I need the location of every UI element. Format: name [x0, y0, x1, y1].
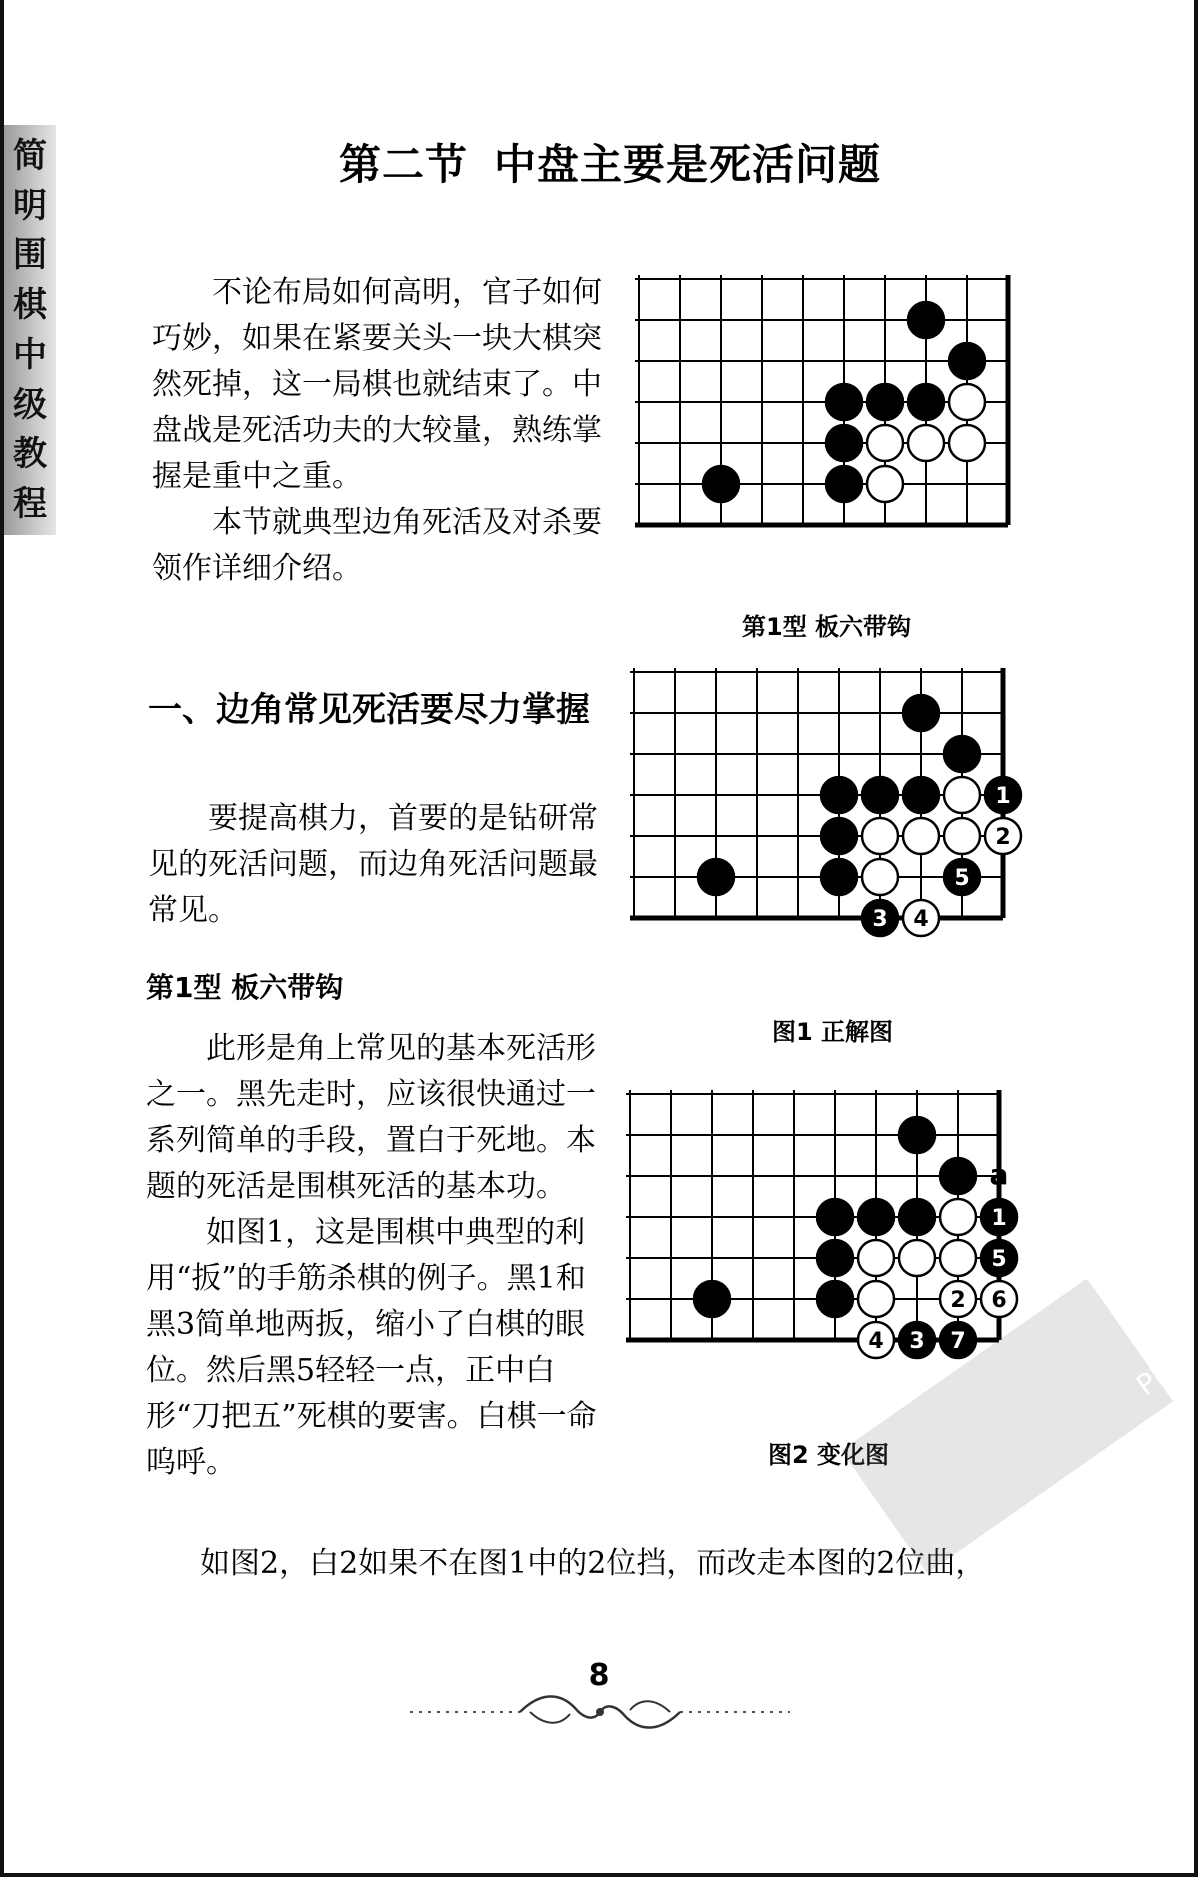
black-stone	[698, 859, 734, 895]
stone-move-number: 7	[950, 1329, 966, 1354]
black-stone	[826, 425, 862, 461]
stone-move-number: 5	[954, 866, 970, 891]
black-stone	[821, 859, 857, 895]
heading-paragraph: 要提高棋力，首要的是钻研常见的死活问题，而边角死活问题最常见。	[148, 801, 598, 928]
stone-move-number: 6	[991, 1288, 1007, 1313]
stone-move-number: 2	[995, 825, 1011, 850]
stone-move-number: 1	[991, 1206, 1007, 1231]
page-frame-right	[1194, 0, 1198, 1877]
white-stone	[908, 425, 944, 461]
section-number: 第二节	[338, 140, 468, 189]
section-title	[0, 132, 1198, 192]
black-stone	[940, 1158, 976, 1194]
spine-char: 级	[13, 384, 47, 425]
white-stone	[985, 818, 1021, 854]
board-caption-2: 图1 正解图	[772, 1018, 894, 1046]
spine-char: 围	[13, 235, 47, 276]
intro-paragraph: 不论布局如何高明，官子如何巧妙，如果在紧要关头一块大棋突然死掉，这一局棋也就结束了。中盘战是死活功夫的大较量，熟练掌握是重中之重。	[152, 275, 602, 494]
svg-text:PDG: PDG	[1130, 1340, 1198, 1403]
section-title-text: 中盘主要是死活问题	[494, 140, 882, 189]
white-stone	[949, 384, 985, 420]
spine-char: 程	[13, 484, 47, 525]
black-stone	[821, 818, 857, 854]
stone-move-number: 3	[872, 907, 888, 932]
stone-move-number: 4	[868, 1329, 884, 1354]
stone-move-number: 5	[991, 1247, 1007, 1272]
black-stone	[858, 1199, 894, 1235]
black-stone	[694, 1281, 730, 1317]
white-stone	[899, 1240, 935, 1276]
black-stone	[944, 736, 980, 772]
white-stone	[944, 777, 980, 813]
board-caption-3: 图2 变化图	[768, 1441, 890, 1469]
white-stone	[858, 1240, 894, 1276]
black-stone	[944, 859, 980, 895]
black-stone	[862, 777, 898, 813]
black-stone	[899, 1117, 935, 1153]
board-caption-1: 第1型 板六带钩	[742, 613, 912, 641]
go-board-diagram-2	[630, 668, 1090, 1008]
spine-char: 棋	[13, 285, 47, 326]
black-stone	[899, 1199, 935, 1235]
black-stone	[985, 777, 1021, 813]
watermark-stamp	[820, 1280, 1198, 1580]
black-stone	[826, 466, 862, 502]
white-stone	[867, 425, 903, 461]
black-stone	[981, 1240, 1017, 1276]
intro-paragraph: 本节就典型边角死活及对杀要领作详细介绍。	[152, 505, 602, 586]
board-point-marker: a	[989, 1158, 1009, 1191]
stone-move-number: 3	[909, 1329, 925, 1354]
black-stone	[949, 343, 985, 379]
white-stone	[903, 818, 939, 854]
black-stone	[817, 1199, 853, 1235]
problem-heading: 第1型 板六带钩	[146, 971, 344, 1004]
subsection-heading: 一、边角常见死活要尽力掌握	[148, 690, 590, 730]
white-stone	[862, 859, 898, 895]
white-stone	[903, 900, 939, 936]
white-stone	[862, 818, 898, 854]
spine-char: 教	[13, 434, 47, 475]
body-paragraph: 如图1，这是围棋中典型的利用“扳”的手筋杀棋的例子。黑1和黑3简单地两扳，缩小了白棋的眼位。然后黑5轻轻一点，正中白形“刀把五”死棋的要害。白棋一命呜呼。	[146, 1215, 597, 1480]
go-board-diagram-1	[635, 275, 1065, 600]
white-stone	[949, 425, 985, 461]
stone-move-number: 2	[950, 1288, 966, 1313]
black-stone	[903, 777, 939, 813]
white-stone	[940, 1240, 976, 1276]
body-paragraph: 此形是角上常见的基本死活形之一。黑先走时，应该很快通过一系列简单的手段，置白于死地。本题的死活是围棋死活的基本功。	[146, 1031, 596, 1204]
white-stone	[944, 818, 980, 854]
black-stone	[981, 1199, 1017, 1235]
black-stone	[817, 1240, 853, 1276]
black-stone	[826, 384, 862, 420]
black-stone	[908, 384, 944, 420]
body-text	[146, 1026, 606, 1486]
black-stone	[821, 777, 857, 813]
intro-text	[152, 270, 612, 592]
spine-char: 简	[13, 135, 47, 176]
stone-move-number: 4	[913, 907, 929, 932]
stone-move-number: 1	[995, 784, 1011, 809]
black-stone	[908, 302, 944, 338]
heading-text	[148, 796, 608, 934]
spine-char: 明	[13, 185, 47, 226]
body-paragraph-full-width: 如图2，白2如果不在图1中的2位挡，而改走本图的2位曲，	[200, 1546, 986, 1581]
decorative-ornament	[410, 1692, 790, 1732]
page-number: 8	[588, 1658, 610, 1693]
black-stone	[903, 695, 939, 731]
white-stone	[940, 1199, 976, 1235]
black-stone	[862, 900, 898, 936]
black-stone	[703, 466, 739, 502]
page-frame-bottom	[0, 1873, 1198, 1877]
white-stone	[867, 466, 903, 502]
black-stone	[867, 384, 903, 420]
spine-char: 中	[13, 334, 47, 375]
